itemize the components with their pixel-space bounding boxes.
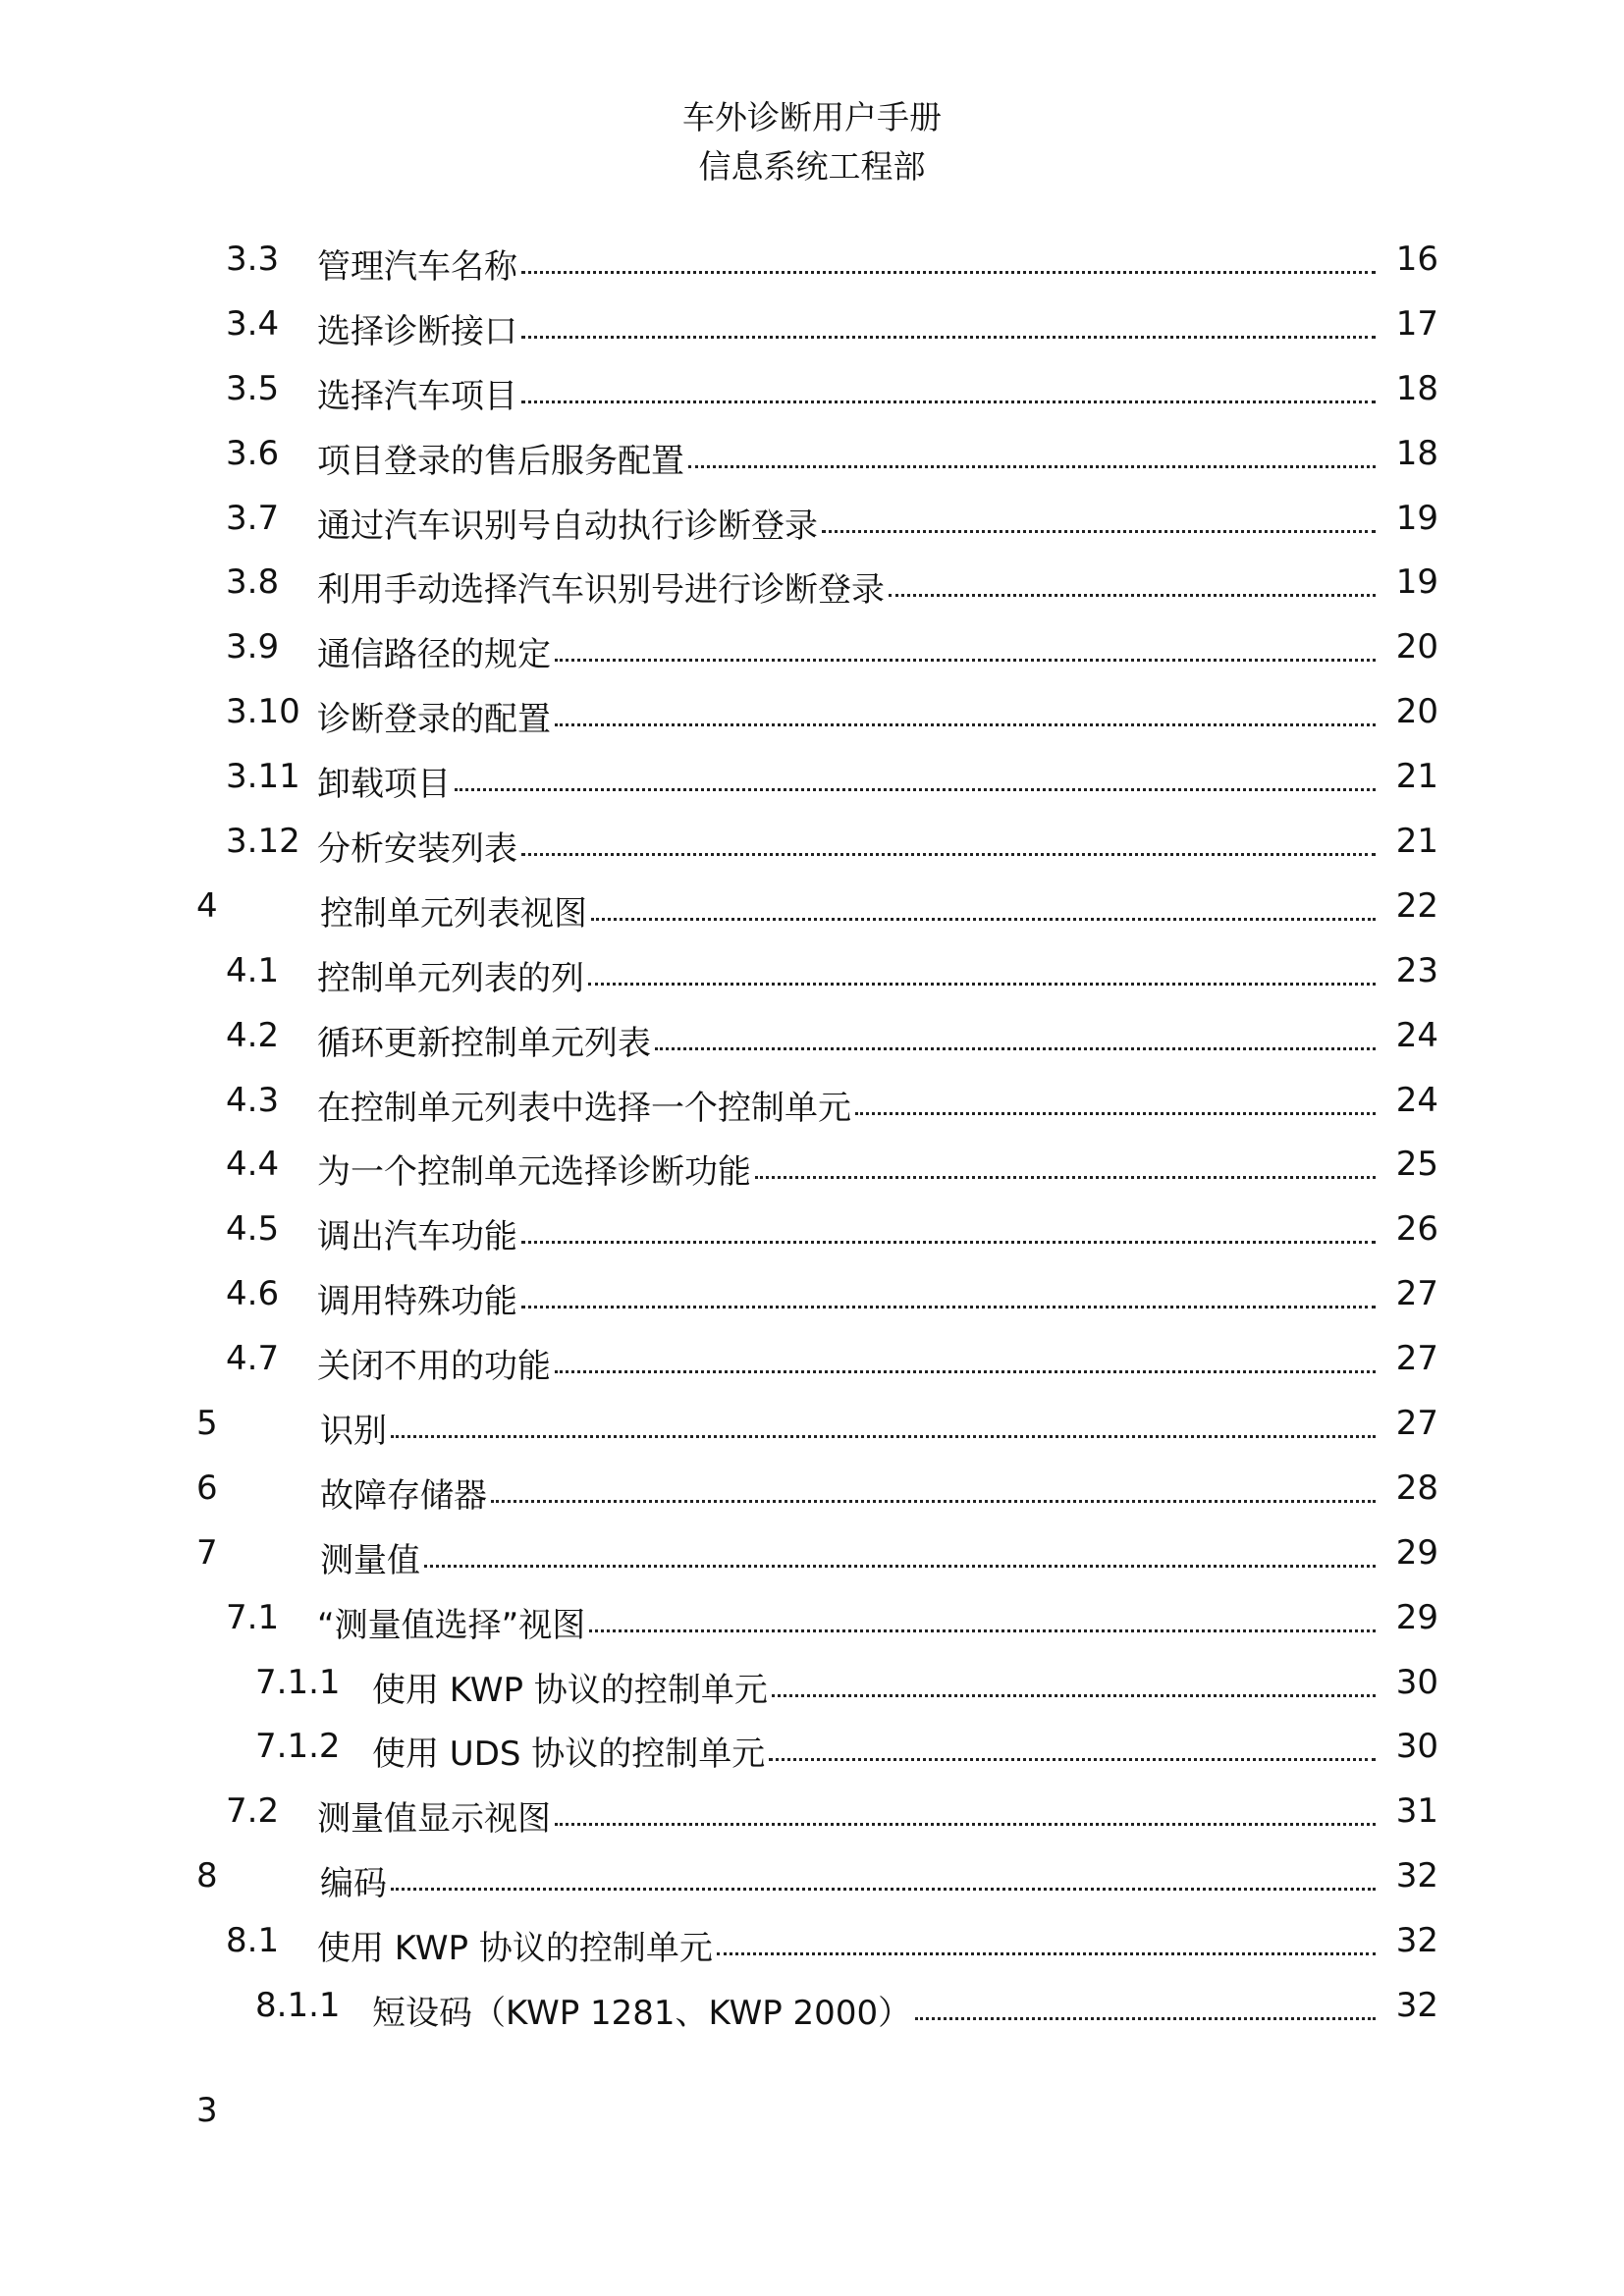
dot-leader: [424, 1533, 1376, 1568]
toc-entry-leader-line: [372, 1663, 1381, 1706]
toc-entry-page: 25: [1381, 1145, 1438, 1184]
toc-entry-title: 故障存储器: [320, 1468, 491, 1512]
toc-entry-leader-line: [320, 1404, 1381, 1447]
toc-entry-title: 调出汽车功能: [317, 1209, 521, 1253]
toc-entry-title: 为一个控制单元选择诊断功能: [317, 1145, 755, 1188]
dot-leader: [889, 562, 1376, 597]
toc-entry-number: 4.1: [226, 950, 280, 990]
toc-entry-title: 短设码（KWP 1281、KWP 2000）: [372, 1986, 915, 2029]
toc-entry[interactable]: [0, 1008, 1624, 1073]
toc-entry-title: 编码: [320, 1856, 391, 1899]
toc-entry[interactable]: [0, 1848, 1624, 1913]
toc-entry-leader-line: [317, 1274, 1381, 1317]
dot-leader: [591, 886, 1376, 921]
toc-entry-number: 3.4: [226, 303, 280, 344]
toc-entry-page: 18: [1381, 369, 1438, 408]
toc-entry-number: 7.1.2: [255, 1727, 341, 1767]
dot-leader: [555, 1339, 1376, 1373]
dot-leader: [655, 1016, 1376, 1050]
toc-entry-page: 29: [1381, 1533, 1438, 1573]
department-name: 信息系统工程部: [698, 147, 926, 186]
toc-entry-title: 分析安装列表: [317, 822, 521, 865]
toc-entry-number: 4.7: [226, 1339, 280, 1379]
toc-entry[interactable]: [0, 1137, 1624, 1201]
toc-entry-title: 使用 KWP 协议的控制单元: [372, 1663, 772, 1706]
toc-entry-title: 诊断登录的配置: [317, 692, 555, 735]
toc-entry-leader-line: [317, 822, 1381, 865]
toc-entry-number: 7: [196, 1532, 218, 1573]
toc-entry[interactable]: [0, 1590, 1624, 1655]
toc-entry-leader-line: [320, 1856, 1381, 1899]
toc-entry-leader-line: [317, 434, 1381, 477]
toc-entry-number: 5: [196, 1404, 218, 1444]
toc-entry-page: 19: [1381, 499, 1438, 538]
toc-entry-leader-line: [317, 951, 1381, 994]
toc-entry-page: 28: [1381, 1468, 1438, 1508]
toc-entry-title: 测量值: [320, 1533, 424, 1576]
toc-entry[interactable]: [0, 684, 1624, 749]
toc-entry-number: 3.7: [226, 498, 280, 538]
page-number: 3: [196, 2091, 218, 2130]
toc-entry-number: 3.8: [226, 562, 280, 603]
toc-entry-title: 通过汽车识别号自动执行诊断登录: [317, 499, 822, 542]
toc-entry[interactable]: [0, 1331, 1624, 1396]
toc-entry-title: 使用 KWP 协议的控制单元: [317, 1921, 717, 1964]
toc-entry[interactable]: [0, 361, 1624, 426]
toc-entry[interactable]: [0, 879, 1624, 943]
toc-entry[interactable]: [0, 1719, 1624, 1784]
toc-entry-leader-line: [317, 1791, 1381, 1835]
toc-entry-title: 调用特殊功能: [317, 1274, 521, 1317]
dot-leader: [755, 1145, 1376, 1179]
toc-entry-number: 3.10: [226, 692, 300, 732]
toc-entry-page: 32: [1381, 1986, 1438, 2025]
toc-entry-leader-line: [317, 304, 1381, 347]
toc-entry-number: 8.1: [226, 1921, 280, 1961]
toc-entry-leader-line: [317, 240, 1381, 283]
toc-entry-title: 利用手动选择汽车识别号进行诊断登录: [317, 562, 889, 606]
toc-entry-leader-line: [372, 1727, 1381, 1770]
dot-leader: [855, 1081, 1376, 1115]
toc-entry-page: 27: [1381, 1274, 1438, 1313]
toc-entry-title: 循环更新控制单元列表: [317, 1016, 655, 1059]
toc-entry[interactable]: [0, 619, 1624, 684]
toc-entry[interactable]: [0, 1913, 1624, 1978]
toc-entry-number: 3.12: [226, 822, 300, 862]
toc-entry-page: 22: [1381, 886, 1438, 926]
toc-entry-leader-line: [317, 1339, 1381, 1382]
toc-entry-leader-line: [317, 499, 1381, 542]
toc-entry[interactable]: [0, 1461, 1624, 1525]
toc-entry-page: 20: [1381, 627, 1438, 667]
toc-entry-leader-line: [317, 1145, 1381, 1188]
toc-entry-leader-line: [317, 1598, 1381, 1641]
toc-entry-number: 7.2: [226, 1791, 280, 1832]
toc-entry[interactable]: [0, 1201, 1624, 1266]
toc-entry[interactable]: [0, 1978, 1624, 2043]
toc-entry[interactable]: [0, 1073, 1624, 1138]
toc-entry-title: 管理汽车名称: [317, 240, 521, 283]
toc-entry-number: 4.4: [226, 1145, 280, 1185]
dot-leader: [521, 304, 1376, 339]
toc-entry-title: 选择诊断接口: [317, 304, 521, 347]
toc-entry-number: 3.5: [226, 368, 280, 408]
dot-leader: [521, 1274, 1376, 1308]
toc-entry[interactable]: [0, 491, 1624, 556]
toc-entry-page: 24: [1381, 1081, 1438, 1120]
dot-leader: [391, 1856, 1376, 1891]
toc-entry-page: 30: [1381, 1663, 1438, 1702]
toc-entry-number: 7.1.1: [255, 1662, 341, 1702]
toc-entry-title: 使用 UDS 协议的控制单元: [372, 1727, 769, 1770]
toc-entry-leader-line: [320, 886, 1381, 930]
document-title: 车外诊断用户手册: [682, 98, 942, 136]
dot-leader: [688, 434, 1376, 468]
toc-entry-number: 4.2: [226, 1015, 280, 1055]
toc-entry[interactable]: [0, 814, 1624, 879]
toc-entry[interactable]: [0, 1784, 1624, 1848]
dot-leader: [588, 951, 1376, 986]
toc-entry-page: 31: [1381, 1791, 1438, 1831]
toc-entry-leader-line: [372, 1986, 1381, 2029]
toc-entry-title: 测量值显示视图: [317, 1791, 555, 1835]
toc-entry-leader-line: [317, 1016, 1381, 1059]
toc-entry-leader-line: [317, 369, 1381, 412]
toc-entry[interactable]: [0, 1396, 1624, 1461]
toc-entry[interactable]: [0, 426, 1624, 491]
toc-entry-leader-line: [317, 562, 1381, 606]
dot-leader: [769, 1727, 1376, 1761]
toc-entry-leader-line: [317, 627, 1381, 670]
toc-entry-number: 3.9: [226, 627, 280, 667]
toc-entry[interactable]: [0, 749, 1624, 814]
toc-entry-page: 24: [1381, 1016, 1438, 1055]
toc-entry-page: 27: [1381, 1404, 1438, 1443]
toc-entry[interactable]: [0, 1525, 1624, 1590]
dot-leader: [589, 1598, 1376, 1632]
toc-entry-page: 21: [1381, 757, 1438, 796]
toc-entry[interactable]: [0, 1266, 1624, 1331]
toc-entry-title: 项目登录的售后服务配置: [317, 434, 688, 477]
toc-entry-number: 7.1: [226, 1597, 280, 1637]
toc-entry-leader-line: [317, 757, 1381, 800]
toc-entry-page: 30: [1381, 1727, 1438, 1766]
dot-leader: [555, 1791, 1376, 1826]
toc-entry-page: 27: [1381, 1339, 1438, 1378]
toc-entry-title: “测量值选择”视图: [317, 1598, 589, 1641]
toc-entry-page: 21: [1381, 822, 1438, 861]
dot-leader: [521, 240, 1376, 274]
dot-leader: [555, 692, 1376, 726]
toc-entry-page: 18: [1381, 434, 1438, 473]
toc-entry-page: 19: [1381, 562, 1438, 602]
toc-entry-number: 8.1.1: [255, 1986, 341, 2026]
toc-entry[interactable]: [0, 1655, 1624, 1720]
toc-entry-number: 3.6: [226, 433, 280, 473]
toc-entry-page: 29: [1381, 1598, 1438, 1637]
toc-entry-number: 4.3: [226, 1080, 280, 1120]
toc-entry-title: 通信路径的规定: [317, 627, 555, 670]
table-of-contents: [0, 232, 1624, 2043]
toc-entry[interactable]: [0, 555, 1624, 619]
toc-entry-leader-line: [320, 1468, 1381, 1512]
toc-entry[interactable]: [0, 296, 1624, 361]
dot-leader: [717, 1921, 1376, 1955]
toc-entry-page: 26: [1381, 1209, 1438, 1249]
dot-leader: [915, 1986, 1376, 2020]
toc-entry-title: 识别: [320, 1404, 391, 1447]
toc-entry-page: 32: [1381, 1856, 1438, 1896]
toc-entry-page: 23: [1381, 951, 1438, 990]
toc-entry-number: 4: [196, 885, 218, 926]
toc-entry-leader-line: [317, 1921, 1381, 1964]
toc-entry[interactable]: [0, 943, 1624, 1008]
toc-entry-leader-line: [320, 1533, 1381, 1576]
toc-entry-page: 16: [1381, 240, 1438, 279]
toc-entry-title: 关闭不用的功能: [317, 1339, 555, 1382]
toc-entry-title: 选择汽车项目: [317, 369, 521, 412]
dot-leader: [772, 1663, 1376, 1697]
dot-leader: [822, 499, 1376, 533]
toc-entry-number: 8: [196, 1856, 218, 1896]
dot-leader: [521, 1209, 1376, 1244]
toc-entry-title: 控制单元列表的列: [317, 951, 588, 994]
dot-leader: [491, 1468, 1376, 1503]
toc-entry-title: 卸载项目: [317, 757, 455, 800]
toc-entry-leader-line: [317, 1209, 1381, 1253]
toc-entry-number: 3.3: [226, 240, 280, 279]
toc-entry-title: 控制单元列表视图: [320, 886, 591, 930]
toc-entry-number: 3.11: [226, 757, 300, 797]
dot-leader: [555, 627, 1376, 662]
toc-entry-number: 4.5: [226, 1209, 280, 1250]
toc-entry-leader-line: [317, 692, 1381, 735]
toc-entry-page: 17: [1381, 304, 1438, 344]
toc-entry-number: 6: [196, 1468, 218, 1508]
toc-entry-page: 20: [1381, 692, 1438, 731]
toc-entry-leader-line: [317, 1081, 1381, 1124]
dot-leader: [521, 822, 1376, 856]
toc-entry[interactable]: [0, 232, 1624, 296]
dot-leader: [455, 757, 1376, 791]
toc-entry-title: 在控制单元列表中选择一个控制单元: [317, 1081, 855, 1124]
toc-entry-number: 4.6: [226, 1274, 280, 1314]
toc-entry-page: 32: [1381, 1921, 1438, 1960]
dot-leader: [391, 1404, 1376, 1438]
dot-leader: [521, 369, 1376, 403]
